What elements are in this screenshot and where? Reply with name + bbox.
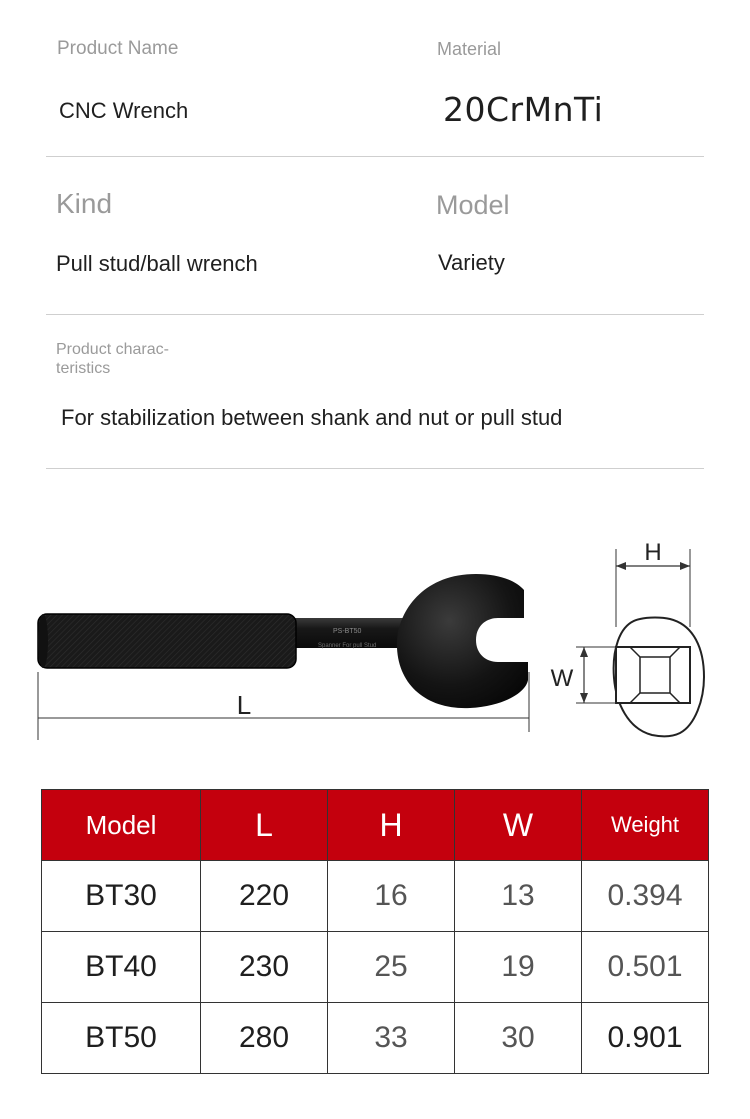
cell-h: 25 [328,932,455,1003]
header-model: Model [42,790,201,861]
cell-l: 280 [201,1003,328,1074]
engraving-2: Spanner For pull Stud [318,643,377,649]
header-weight: Weight [582,790,709,861]
h-label: H [644,539,662,566]
cell-model: BT30 [42,861,201,932]
cell-weight: 0.901 [582,1003,709,1074]
model-value: Variety [438,250,505,275]
cell-model: BT50 [42,1003,201,1074]
cell-h: 33 [328,1003,455,1074]
model-label: Model [436,190,510,220]
table-header-row [42,790,709,861]
cell-w: 13 [455,861,582,932]
table-row [42,1003,709,1074]
kind-label: Kind [56,188,113,219]
w-label: W [550,665,574,692]
table-row [42,932,709,1003]
cell-weight: 0.394 [582,861,709,932]
header-h: H [328,790,455,861]
material-label: Material [437,39,502,59]
product-name-value: CNC Wrench [59,98,189,123]
divider [46,314,704,315]
material-value: 20CrMnTi [443,90,604,129]
cell-weight: 0.501 [582,932,709,1003]
cell-w: 19 [455,932,582,1003]
cell-w: 30 [455,1003,582,1074]
characteristics-label [56,340,169,378]
divider [46,156,704,157]
product-name-label: Product Name [57,38,179,59]
l-label: L [236,690,252,720]
cell-l: 230 [201,932,328,1003]
engraving-1: PS-BT50 [333,628,362,635]
cell-model: BT40 [42,932,201,1003]
wrench-head [397,574,528,708]
table-row [42,861,709,932]
wrench-image [0,530,560,750]
header-l: L [201,790,328,861]
divider [46,468,704,469]
header-w: W [455,790,582,861]
characteristics-label-line-2: teristics [56,360,111,377]
cell-h: 16 [328,861,455,932]
dimension-schematic [540,535,710,745]
characteristics-value: For stabilization between shank and nut or pull stud [61,405,563,430]
spec-table [41,789,709,1074]
characteristics-label-line-1: Product charac- [56,341,169,358]
stud-profile [616,647,690,703]
kind-value: Pull stud/ball wrench [56,251,258,276]
wrench-handle [38,614,296,668]
cell-l: 220 [201,861,328,932]
